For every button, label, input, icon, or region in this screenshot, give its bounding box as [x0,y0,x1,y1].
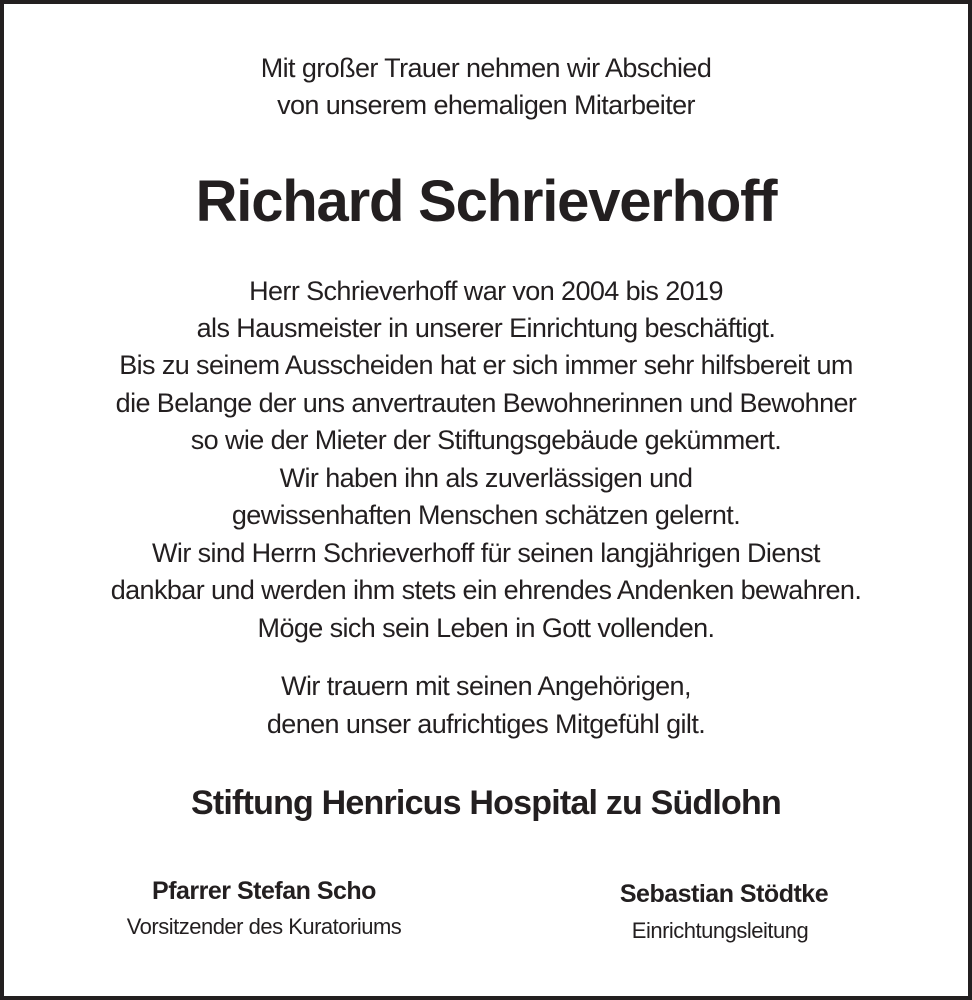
condolence-line-2: denen unser aufrichtiges Mitgefühl gilt. [266,709,706,739]
intro-line-1: Mit großer Trauer nehmen wir Abschied [260,53,712,83]
condolence-line-1: Wir trauern mit seinen Angehörigen, [281,671,691,701]
signatory-2-name: Sebastian Stödtke [619,880,829,908]
body-line-5: so wie der Mieter der Stiftungsgebäude gekümmert. [190,425,782,455]
signatory-1-name: Pfarrer Stefan Scho [152,877,376,905]
body-line-6: Wir haben ihn als zuverlässigen und [279,463,693,493]
deceased-name: Richard Schrieverhoff [195,169,777,234]
signatory-1-role: Vorsitzender des Kuratoriums [126,914,402,939]
body-line-8: Wir sind Herrn Schrieverhoff für seinen langjährigen Dienst [152,538,820,568]
body-line-3: Bis zu seinem Ausscheiden hat er sich immer sehr hilfsbereit um [119,350,853,380]
signatory-2-role: Einrichtungsleitung [631,918,809,943]
body-line-7: gewissenhaften Menschen schätzen gelernt. [231,500,741,530]
intro-line-2: von unserem ehemaligen Mitarbeiter [277,90,695,120]
organization-name: Stiftung Henricus Hospital zu Südlohn [191,784,781,822]
body-line-1: Herr Schrieverhoff war von 2004 bis 2019 [249,276,723,306]
body-line-4: die Belange der uns anvertrauten Bewohnerinnen und Bewohner [115,388,857,418]
body-line-2: als Hausmeister in unserer Einrichtung beschäftigt. [196,313,776,343]
body-line-10: Möge sich sein Leben in Gott vollenden. [257,613,715,643]
body-line-9: dankbar und werden ihm stets ein ehrendes Andenken bewahren. [110,575,862,605]
